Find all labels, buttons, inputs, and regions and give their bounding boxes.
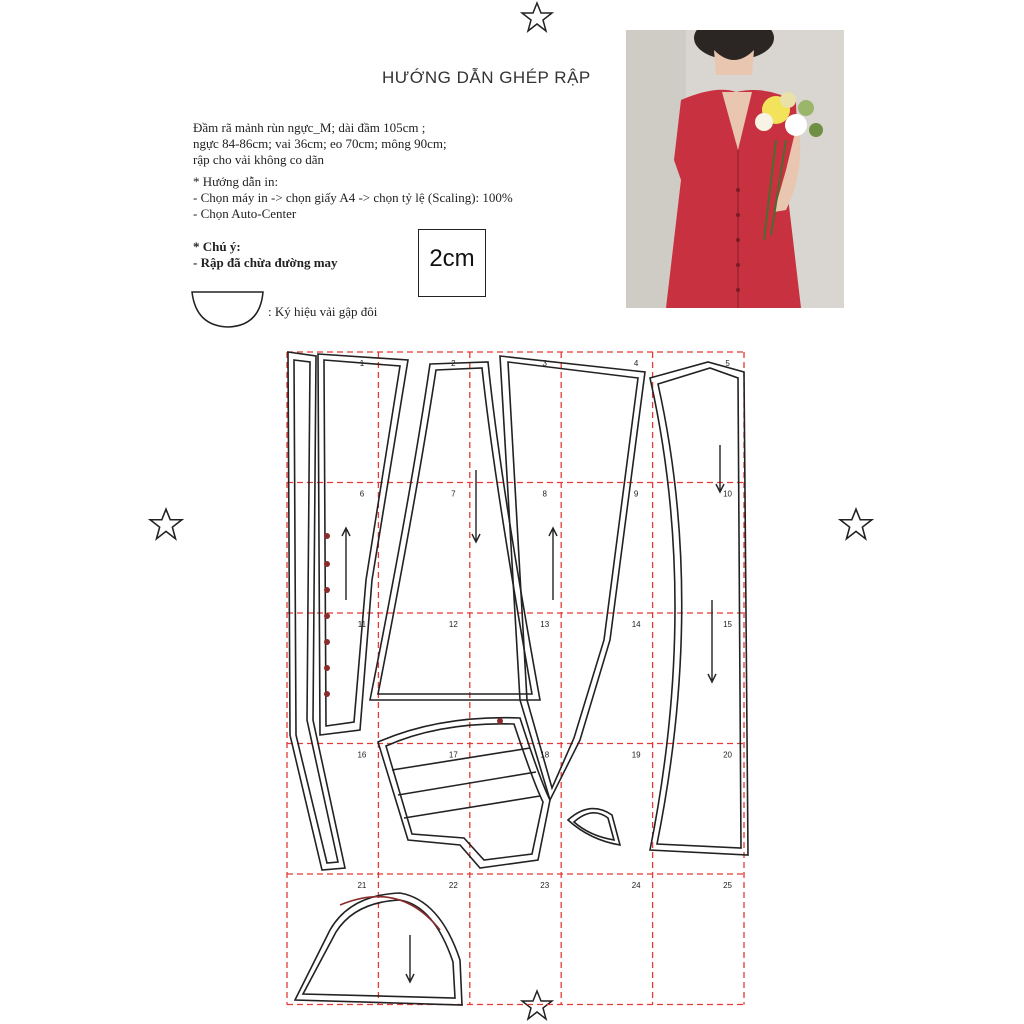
page-number: 16 — [357, 750, 367, 760]
button-mark — [497, 718, 503, 724]
description-line-1: Đầm rã mảnh rùn ngực_M; dài đầm 105cm ; — [193, 120, 426, 135]
page-number: 6 — [359, 489, 365, 499]
fold-symbol-label: : Ký hiệu vải gập đôi — [268, 304, 378, 319]
grain-arrow-icon — [406, 935, 414, 982]
grain-arrows — [342, 445, 724, 982]
page-number: 22 — [448, 881, 458, 890]
grain-arrow-icon — [716, 445, 724, 492]
page-number: 12 — [448, 620, 458, 629]
grain-arrow-icon — [472, 470, 480, 542]
note-text: - Rập đã chừa đường may — [193, 255, 338, 270]
grain-arrow-icon — [342, 528, 350, 600]
grain-arrow-icon — [549, 528, 557, 600]
description-line-3: rập cho vải không co dãn — [193, 152, 325, 167]
pattern-piece-sleeve — [295, 893, 462, 1005]
page-number: 18 — [540, 750, 550, 760]
button-mark — [324, 691, 330, 697]
page-number: 10 — [723, 489, 733, 499]
button-marks — [324, 533, 503, 724]
page-number: 17 — [448, 750, 458, 760]
page-number: 11 — [357, 620, 367, 629]
page-number: 1 — [359, 359, 365, 368]
pattern-pieces — [288, 352, 748, 1005]
page-number: 23 — [540, 881, 550, 890]
pattern-piece-front-bodice — [318, 354, 408, 735]
page-number: 15 — [723, 620, 733, 629]
button-mark — [324, 613, 330, 619]
page-number: 21 — [357, 881, 367, 890]
page-number: 3 — [542, 359, 547, 368]
button-mark — [324, 561, 330, 567]
pattern-piece-front-facing — [288, 352, 345, 870]
button-mark — [324, 533, 330, 539]
page-number-labels — [357, 359, 732, 890]
grain-arrow-icon — [708, 600, 716, 682]
pattern-piece-back — [650, 362, 748, 855]
scale-reference-box: 2cm — [418, 229, 486, 297]
button-mark — [324, 665, 330, 671]
page-number: 4 — [633, 359, 639, 368]
print-guide-step-2: - Chọn Auto-Center — [193, 206, 297, 221]
print-guide-heading: * Hướng dẫn in: — [193, 174, 279, 189]
print-guide-step-1: - Chọn máy in -> chọn giấy A4 -> chọn tỷ lệ (Scaling): 100% — [193, 190, 513, 205]
page-number: 2 — [451, 359, 456, 368]
page-number: 13 — [540, 620, 550, 629]
pattern-piece-skirt-side — [500, 356, 645, 800]
page-number: 25 — [723, 881, 733, 890]
pattern-piece-ruched-bodice — [378, 718, 550, 868]
page-number: 19 — [631, 750, 641, 760]
note-heading: * Chú ý: — [193, 239, 241, 254]
page-number: 5 — [725, 359, 730, 368]
page-number: 20 — [723, 750, 733, 760]
page-number: 24 — [631, 881, 641, 890]
page-title: HƯỚNG DẪN GHÉP RẬP — [382, 68, 591, 87]
page-number: 14 — [631, 620, 641, 629]
page-grid — [287, 352, 744, 1005]
page-number: 7 — [451, 489, 456, 499]
page-number: 8 — [542, 489, 547, 499]
button-mark — [324, 587, 330, 593]
pattern-piece-skirt-front — [370, 362, 540, 700]
page-number: 9 — [633, 489, 639, 499]
description-line-2: ngực 84-86cm; vai 36cm; eo 70cm; mông 90cm; — [193, 136, 447, 151]
button-mark — [324, 639, 330, 645]
